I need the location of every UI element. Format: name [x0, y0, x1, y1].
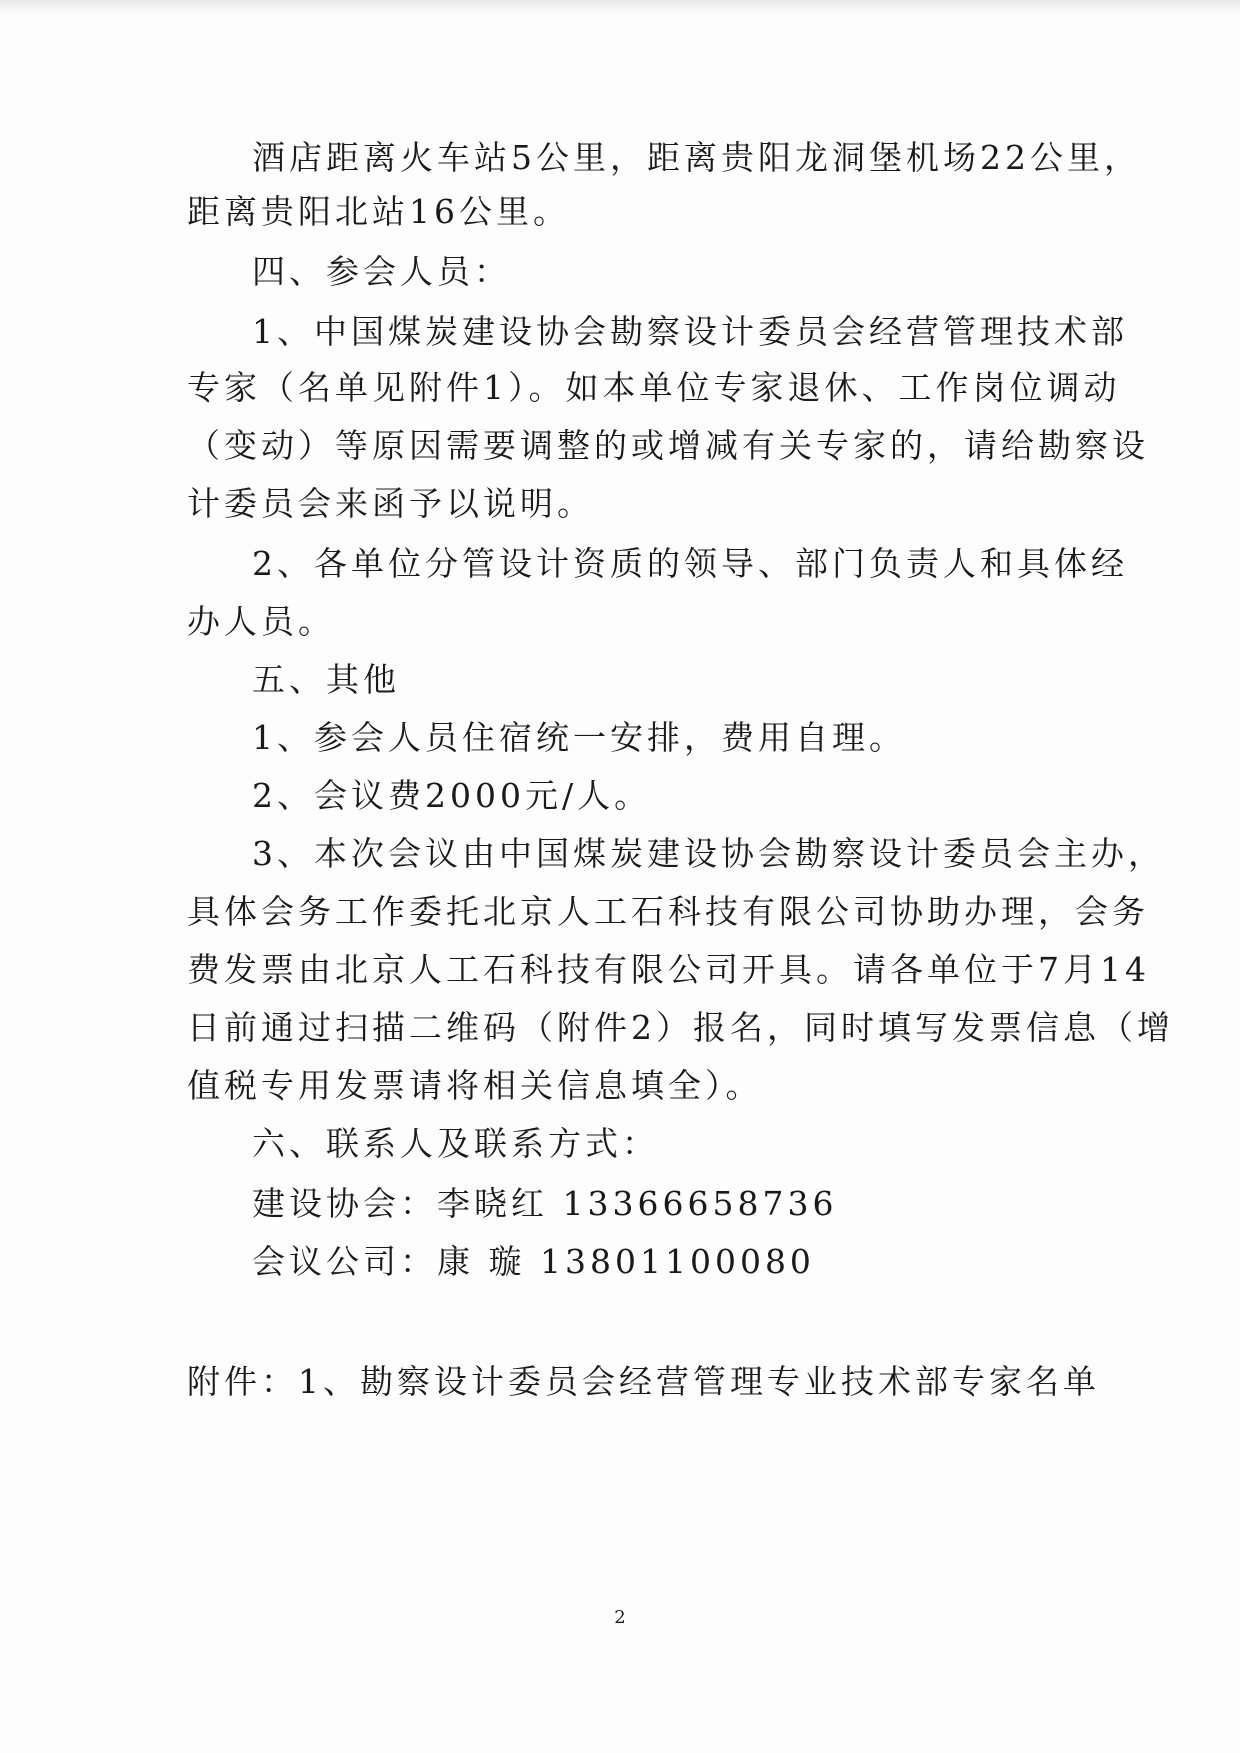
text-line-13: 3、本次会议由中国煤炭建设协会勘察设计委员会主办，: [252, 834, 1165, 873]
attachment-line: 附件：1、勘察设计委员会经营管理专业技术部专家名单: [187, 1362, 1100, 1401]
text-line-7: 计委员会来函予以说明。: [187, 484, 594, 523]
text-line-5: 专家（名单见附件1）。如本单位专家退休、工作岗位调动: [187, 368, 1121, 407]
section-heading-other: 五、其他: [252, 660, 400, 699]
text-line-6: （变动）等原因需要调整的或增减有关专家的，请给勘察设: [187, 426, 1149, 465]
text-line-15: 费发票由北京人工石科技有限公司开具。请各单位于7月14: [187, 950, 1150, 989]
text-line-14: 具体会务工作委托北京人工石科技有限公司协助办理，会务: [187, 892, 1149, 931]
text-line-2: 距离贵阳北站16公里。: [187, 192, 570, 231]
text-line-12: 2、会议费2000元/人。: [252, 776, 652, 815]
text-line-9: 办人员。: [187, 602, 335, 641]
contact-conference-company: 会议公司：康 璇 13801100080: [252, 1242, 815, 1281]
text-line-1: 酒店距离火车站5公里，距离贵阳龙洞堡机场22公里，: [252, 138, 1141, 177]
text-line-16: 日前通过扫描二维码（附件2）报名，同时填写发票信息（增: [187, 1008, 1174, 1047]
section-heading-attendees: 四、参会人员：: [252, 252, 511, 291]
text-line-11: 1、参会人员住宿统一安排，费用自理。: [252, 718, 906, 757]
contact-association: 建设协会：李晓红 13366658736: [252, 1184, 838, 1223]
section-heading-contacts: 六、联系人及联系方式：: [252, 1124, 659, 1163]
scan-edge-shadow: [0, 0, 1240, 14]
text-line-4: 1、中国煤炭建设协会勘察设计委员会经营管理技术部: [252, 312, 1128, 351]
text-line-8: 2、各单位分管设计资质的领导、部门负责人和具体经: [252, 544, 1128, 583]
page-number: 2: [614, 1607, 626, 1628]
text-line-17: 值税专用发票请将相关信息填全）。: [187, 1066, 763, 1105]
